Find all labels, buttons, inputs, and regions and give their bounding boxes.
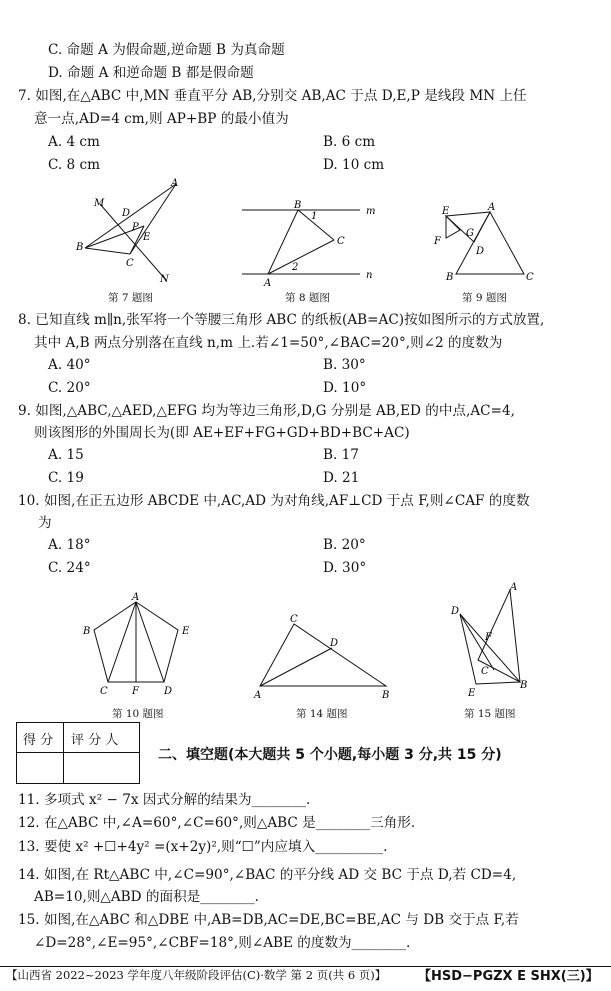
q7-option-a: A. 4 cm [48, 134, 100, 150]
fig9-label-1: E [442, 206, 450, 217]
q14-stem-line2: AB=10,则△ABD 的面积是________. [34, 889, 259, 905]
q7-option-d: D. 10 cm [323, 157, 385, 173]
q8-option-d: D. 10° [323, 380, 367, 396]
page-footer [0, 966, 611, 984]
fig10-label-0: A [132, 592, 140, 603]
figure-15-caption: 第 15 题图 [464, 708, 516, 720]
figure-8-caption: 第 8 题图 [285, 292, 330, 304]
q8-stem-line2: 其中 A,B 两点分别落在直线 n,m 上.若∠1=50°,∠BAC=20°,则∠2 的度数为 [34, 335, 503, 351]
q10-option-a: A. 18° [48, 537, 91, 553]
fig15-label-0: A [510, 582, 518, 593]
figure-9 [432, 200, 542, 290]
fig7-label-4: E [143, 232, 151, 243]
q10-option-c: C. 24° [48, 560, 91, 576]
fig9-label-4: D [476, 246, 485, 257]
q8-option-c: C. 20° [48, 380, 91, 396]
figure-7-caption: 第 7 题图 [108, 292, 153, 304]
q14-stem-line1: 14. 如图,在 Rt△ABC 中,∠C=90°,∠BAC 的平分线 AD 交 BC 于点 D,若 CD=4, [18, 867, 517, 883]
q15-stem-line2: ∠D=28°,∠E=95°,∠CBF=18°,则∠ABE 的度数为________. [34, 935, 411, 951]
fig9-label-3: F [434, 236, 441, 247]
score-box [16, 722, 140, 784]
q10-option-b: B. 20° [323, 537, 366, 553]
fig7-label-7: N [160, 274, 169, 285]
figure-10-caption: 第 10 题图 [112, 708, 164, 720]
fig15-label-2: F [485, 632, 492, 643]
figure-10 [80, 592, 210, 704]
q13-stem: 13. 要使 x² +☐+4y² =(x+2y)²,则“☐”内应填入__________. [18, 839, 388, 855]
fig8-label-6: n [366, 270, 373, 281]
figure-15 [448, 582, 548, 700]
q9-option-b: B. 17 [323, 447, 359, 463]
figure-8 [238, 200, 378, 290]
q7-stem-line1: 7. 如图,在△ABC 中,MN 垂直平分 AB,分别交 AB,AC 于点 D,E,P 是线段 MN 上任 [18, 88, 527, 104]
fig8-label-0: B [294, 200, 302, 211]
figure-14 [250, 612, 400, 702]
fig15-label-3: C [481, 666, 489, 677]
q7-option-b: B. 6 cm [323, 134, 376, 150]
fig10-label-2: E [182, 626, 190, 637]
section-2-heading: 二、填空题(本大题共 5 个小题,每小题 3 分,共 15 分) [158, 747, 502, 763]
fig8-label-3: C [337, 236, 345, 247]
fig8-label-2: m [366, 206, 376, 217]
fig7-label-6: C [126, 258, 134, 269]
q9-option-a: A. 15 [48, 447, 84, 463]
fig10-label-5: D [164, 686, 173, 697]
fig15-label-4: B [520, 680, 528, 691]
fig14-label-3: B [382, 690, 390, 701]
grader-label: 评 分 人 [71, 733, 119, 748]
fig10-label-3: C [100, 686, 108, 697]
q6-option-c: C. 命题 A 为假命题,逆命题 B 为真命题 [48, 42, 285, 58]
q10-stem-line2: 为 [38, 515, 52, 531]
fig9-label-2: G [466, 228, 474, 239]
q8-stem-line1: 8. 已知直线 m∥n,张军将一个等腰三角形 ABC 的纸板(AB=AC)按如图所示的方式放置, [18, 312, 545, 328]
figure-9-caption: 第 9 题图 [462, 292, 507, 304]
q12-stem: 12. 在△ABC 中,∠A=60°,∠C=60°,则△ABC 是________三角形. [18, 815, 416, 831]
fig14-label-0: C [290, 614, 298, 625]
q8-option-a: A. 40° [48, 357, 91, 373]
q9-option-d: D. 21 [323, 470, 360, 486]
fig10-label-1: B [83, 626, 91, 637]
fig9-label-0: A [488, 202, 496, 213]
fig7-label-1: M [94, 198, 105, 209]
q6-option-d: D. 命题 A 和逆命题 B 都是假命题 [48, 65, 254, 81]
fig7-label-0: A [171, 178, 179, 189]
q10-stem-line1: 10. 如图,在正五边形 ABCDE 中,AC,AD 为对角线,AF⊥CD 于点 F,则∠CAF 的度数 [18, 493, 530, 509]
q10-option-d: D. 30° [323, 560, 367, 576]
fig7-label-3: P [132, 222, 139, 233]
q11-stem: 11. 多项式 x² − 7x 因式分解的结果为________. [18, 792, 311, 808]
fig7-label-2: D [122, 208, 131, 219]
fig14-label-1: D [330, 638, 339, 649]
fig15-label-5: E [468, 688, 476, 699]
fig8-label-4: A [264, 278, 272, 289]
fig9-label-5: B [446, 272, 454, 283]
q9-option-c: C. 19 [48, 470, 84, 486]
q15-stem-line1: 15. 如图,在△ABC 和△DBE 中,AB=DB,AC=DE,BC=BE,AC 与 DB 交于点 F,若 [18, 912, 519, 928]
score-label: 得 分 [23, 733, 54, 748]
fig10-label-4: F [132, 686, 139, 697]
figure-7 [76, 176, 190, 286]
q7-stem-line2: 意一点,AD=4 cm,则 AP+BP 的最小值为 [34, 111, 289, 127]
figure-14-caption: 第 14 题图 [296, 708, 348, 720]
fig8-label-1: 1 [311, 211, 318, 222]
fig14-label-2: A [254, 690, 262, 701]
q9-stem-line2: 则该图形的外围周长为(即 AE+EF+FG+GD+BD+BC+AC) [34, 425, 410, 441]
footer-left: 【山西省 2022~2023 学年度八年级阶段评估(C)·数学 第 2 页(共 6 页)】 [6, 968, 387, 982]
q9-stem-line1: 9. 如图,△ABC,△AED,△EFG 均为等边三角形,D,G 分别是 AB,ED 的中点,AC=4, [18, 403, 515, 419]
fig15-label-1: D [451, 606, 460, 617]
fig9-label-6: C [526, 272, 534, 283]
fig7-label-5: B [76, 242, 84, 253]
q7-option-c: C. 8 cm [48, 157, 101, 173]
footer-right-code: 【HSD−PGZX E SHX(三)】 [418, 969, 599, 984]
fig8-label-5: 2 [292, 262, 299, 273]
q8-option-b: B. 30° [323, 357, 366, 373]
